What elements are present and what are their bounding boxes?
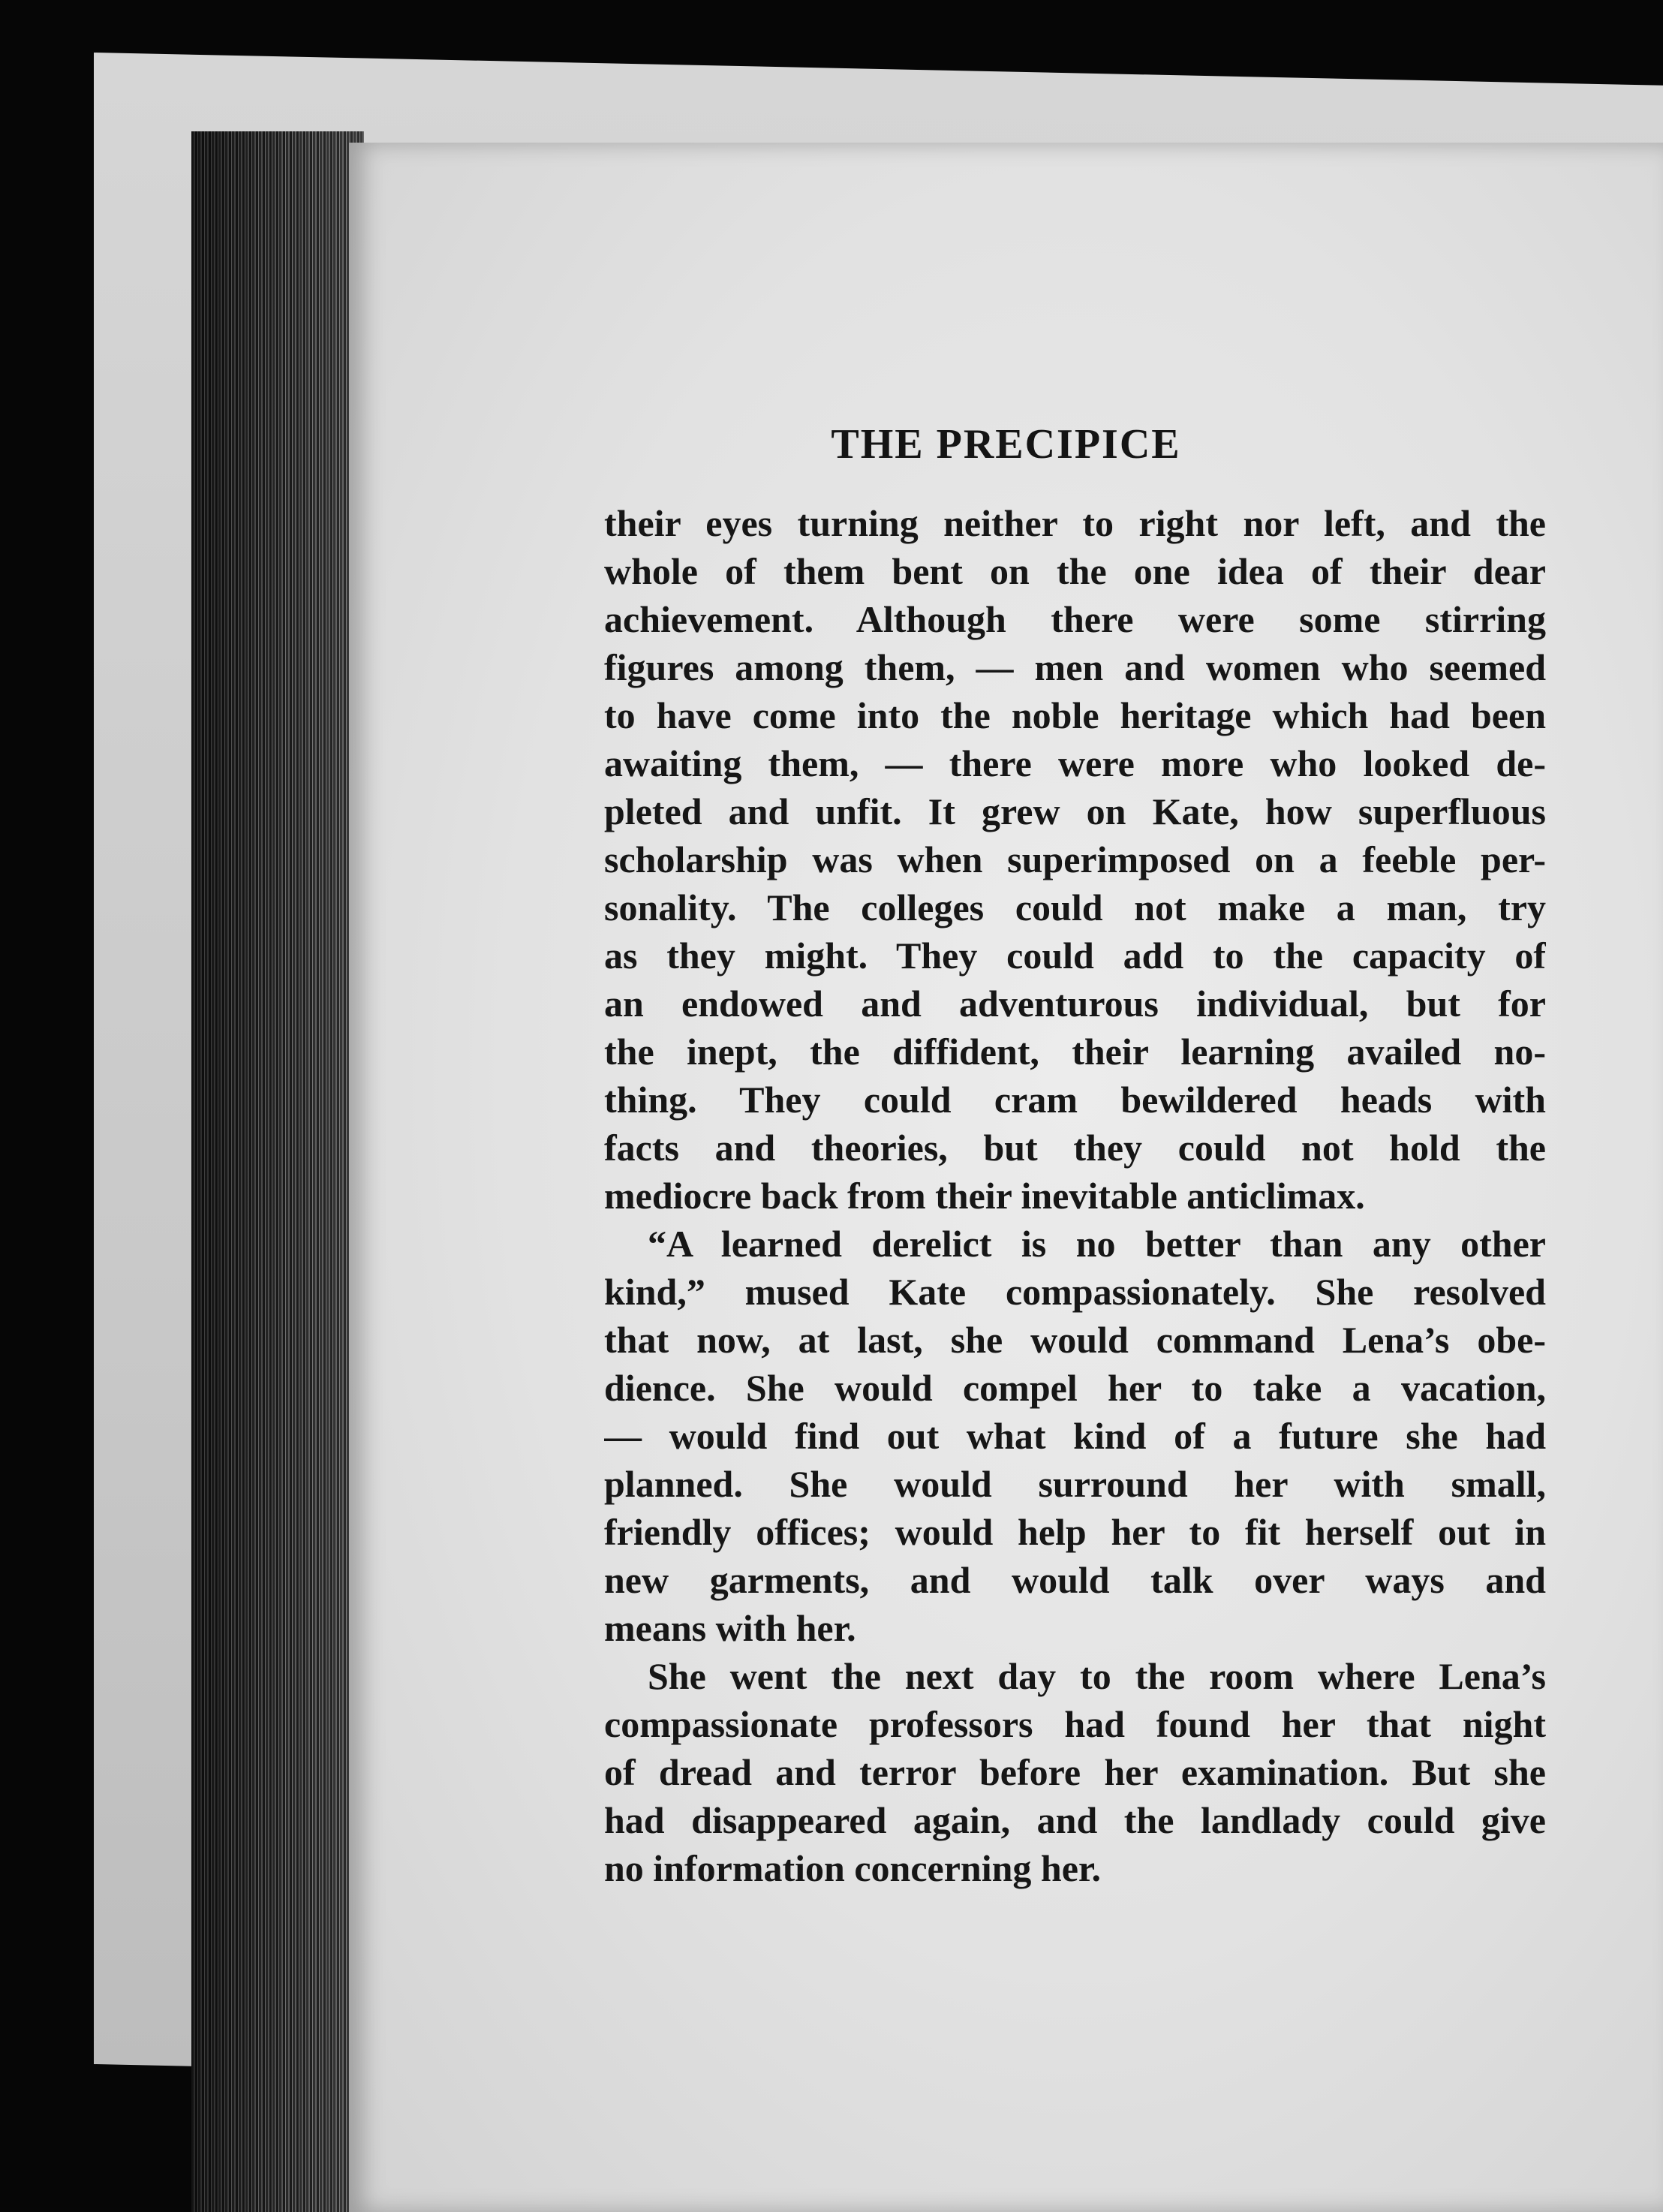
text-line: kind,” mused Kate compassionately. She resolved [604, 1271, 1546, 1313]
text-line: the inept, the diffident, their learning availed no- [604, 1031, 1546, 1073]
text-line: scholarship was when superimposed on a feeble per- [604, 838, 1546, 880]
text-line: planned. She would surround her with small, [604, 1463, 1546, 1505]
text-line: achievement. Although there were some stirring [604, 598, 1546, 640]
text-line: figures among them, — men and women who seemed [604, 646, 1546, 688]
running-head: THE PRECIPICE [831, 421, 1181, 468]
text-line: that now, at last, she would command Lena’s obe- [604, 1319, 1546, 1361]
text-line: to have come into the noble heritage which had been [604, 694, 1546, 736]
text-line: mediocre back from their inevitable anticlimax. [604, 1175, 1365, 1217]
text-line: no information concerning her. [604, 1847, 1102, 1889]
book-page [349, 143, 1663, 2212]
text-line: dience. She would compel her to take a vacation, [604, 1367, 1546, 1409]
text-line: new garments, and would talk over ways and [604, 1559, 1546, 1601]
text-line: She went the next day to the room where Lena’s [648, 1655, 1546, 1697]
text-line: thing. They could cram bewildered heads with [604, 1079, 1546, 1121]
text-line: “A learned derelict is no better than any other [648, 1223, 1546, 1265]
text-line: their eyes turning neither to right nor left, and the [604, 502, 1546, 544]
text-line: awaiting them, — there were more who looked de- [604, 742, 1546, 784]
text-line: pleted and unfit. It grew on Kate, how superfluous [604, 790, 1546, 832]
page-body [604, 499, 1546, 1892]
text-line: as they might. They could add to the capacity of [604, 934, 1546, 977]
text-line: — would find out what kind of a future she had [604, 1415, 1546, 1457]
text-line: facts and theories, but they could not hold the [604, 1127, 1546, 1169]
text-line: of dread and terror before her examination. But she [604, 1751, 1546, 1793]
text-line: friendly offices; would help her to fit herself out in [604, 1511, 1546, 1553]
text-line: sonality. The colleges could not make a man, try [604, 886, 1546, 928]
text-line: an endowed and adventurous individual, but for [604, 983, 1546, 1025]
text-line: whole of them bent on the one idea of their dear [604, 550, 1546, 592]
page-edge-shadow [191, 131, 364, 2212]
text-line: means with her. [604, 1607, 856, 1649]
text-line: compassionate professors had found her that night [604, 1703, 1546, 1745]
text-line: had disappeared again, and the landlady could give [604, 1799, 1546, 1841]
